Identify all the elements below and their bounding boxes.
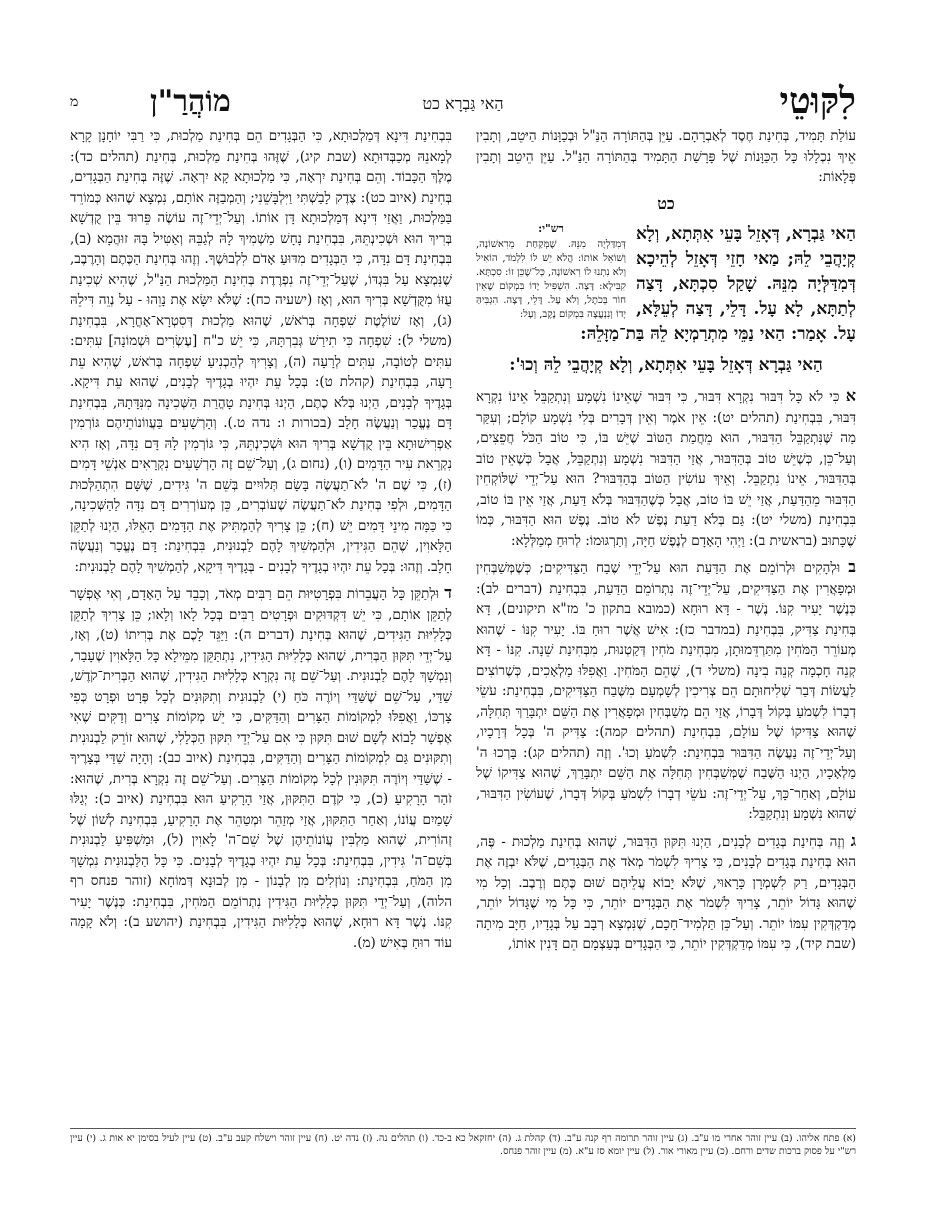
paragraph-1: בִּבְחִינַת דִּינָא דְּמַלְכוּתָא, כִּי הַבְּגָדִים הֵם בְּחִינַת מַלְכוּת, כִּי רַבִּי יוֹחָנָן קָרָא לְמָאנֵהּ מְכַבְּדוּתָא (שבת קיג), שֶׁזֶּהוּ בְּחִינַת מַלְכוּת, בְּחִינַת (תהלים כד): מֶלֶךְ הַכָּבוֹד. וְהֵם בְּחִינַת יִרְאָה, כִּי מַלְכוּתָא קָא יִרְאָה. שֶׁזֶּה בְּחִינַת הַבְּגָדִים, בְּחִינַת (איוב כט): צֶדֶק לָבַשְׁתִּי וַיִּלְבָּשֵׁנִי; וְהַמְבַזֶּה אוֹתָם, נִמְצָא שֶׁהוּא כְּמוֹרֵד בַּמַּלְכוּת, וַאֲזַי דִּינָא דְּמַלְכוּתָא דָּן אוֹתוֹ. וְעַל־יְדֵי־זֶה עוֹשֶׂה פֵּרוּד בֵּין קֻדְשָׁא בְּרִיךְ הוּא וּשְׁכִינְתֵּהּ, בִּבְחִינַת נָחָשׁ מַשְׁמִיךְ לָהּ לְגַבֵּהּ וְאַטִּיל בָּהּ זוּהֲמָא (ב), בִּבְחִינַת דָּם נִדָּה, כִּי הַבְּגָדִים מִדּוּעַ אָדֹם לִלְבוּשֶׁךָ. וְזֶהוּ בְּחִינַת הַכֶּתֶם וְהָרֶבֶב, שֶׁנִּמְצָא עַל בִּגְדּוֹ, שֶׁעַל־יְדֵי־זֶה נִפְרֶדֶת בְּחִינַת הַמַּלְכוּת הַנַּ"ל, שֶׁהִיא שְׁכִינַת עֻזּוֹ מִקֻּדְשָׁא בְּרִיךְ הוּא, וְאָז (ישעיה כח): שֶׁלֹּא יִשָּׂא אֶת נָוֵהוּ - עַל נְוֵה דִּילֵהּ (ג), וְאָז שׁוֹלֶטֶת שִׁפְחָה בְּרֹאשׁ, שֶׁהוּא מַלְכוּת דְּסִטְרָא־אָחֳרָא, בִּבְחִינַת (משלי ל): שִׁפְחָה כִּי תִירַשׁ גְּבִרְתָּהּ, כִּי יֵשׁ כ"ח [עֶשְׂרִים וּשְׁמוֹנָה] עִתִּים: עִתִּים לְטוֹבָה, עִתִּים לְרָעָה (ה), וְצָרִיךְ לְהַכְנִיעַ שִׁפְחָה בְּרֹאשׁ, שֶׁהִיא עֵת רָעָה, בִּבְחִינַת (קהלת ט): בְּכָל עֵת יִהְיוּ בְגָדֶיךָ לְבָנִים, שֶׁהוּא עֵת דִּיקָא. בְּגָדֶיךָ לְבָנִים, הַיְנוּ בְּלֹא כֶתֶם, הַיְנוּ בְּחִינַת טָהֳרַת הַשְּׁכִינָה מִנִּדָּתָהּ, בִּבְחִינַת דָּם נֶעֱכַר וְנַעֲשֶׂה חָלָב (בכורות ו: נדה ט.). וְהָרְשָׁעִים בַּעֲווֹנוֹתֵיהֶם גּוֹרְמִין אַפְרִישׁוּתָא בֵּין קֻדְשָׁא בְּרִיךְ הוּא וּשְׁכִינְתֵּהּ, כִּי גּוֹרְמִין לָהּ דָּם נִדָּה, וְאָז הִיא נִקְרֵאת עִיר הַדָּמִים (ו), (נחום ג), וְעַל־שֵׁם זֶה הָרְשָׁעִים נִקְרָאִים אַנְשֵׁי דָּמִים (ז), כִּי שֶׁם ה' לֹא־תַעֲשֶׂה בָּשָׂם תְּלוּיִים בְּשֵׁם ה' גִּידִים, שֶׁשָּׁם הִתְהַלְּכוּת הַדָּמִים, וּלְפִי בְּחִינַת לֹא־תַעֲשֶׂה שֶׁעוֹבְרִים, כֵּן מְעוֹרְרִים דָּם נִדָּה לַהַשְּׁכִינָה, כִּי כַּמָּה מִינֵי דָּמִים יֵשׁ (ח); כֵּן צָרִיךְ לְהַמְתִּיק אֶת הַדָּמִים הָאֵלּוּ, הַיְנוּ לְתַקֵּן הַלָּאוִין, שֶׁהֵם הַגִּידִין, וּלְהַמְשִׁיךְ לָהֶם לַבְנוּנִית, בִּבְחִינַת: דָּם נֶעֱכַר וְנַעֲשֶׂה חָלָב. וְזֶהוּ: בְּכָל עֵת יִהְיוּ בְגָדֶיךָ לְבָנִים - בְּגָדֶיךָ דִּיקָא, לְהַמְשִׁיךְ לָהֶם לַבְנוּנִית: — [70, 128, 452, 575]
rashi-text: דְּמִדַּלְיָה מִנֵּהּ. שֶׁמְּקַחַת מֵרִאשׁוֹנָה, וְשׁוֹאֵל אוֹתוֹ: הֲלֹא יֵשׁ לוֹ לִלְמֹד, הוֹאִיל וְלֹא נִתְנוּ לוֹ רִאשׁוֹנָה, כְּל־שֶׁכֵּן זוֹ: סִכְתָּא. קִבִּילָא: דָּצָה. הִשְׁפִּיל יָדוֹ בִּמְקוֹם שֶׁאֵין חוֹר בְּכֹתֶל, וְלֹא עָל. דָּלֵי, דָּצָה. הִגְבִּיהַּ יָדוֹ וְנִנְעֲצָה בִּמְקוֹם נֶקֶב, וְעָל: — [476, 239, 626, 320]
book-title: לִקּוּטֵי — [779, 80, 856, 122]
mishna-text: הַאי גַּבְרָא, דְּאָזֵל בָּעֵי אִתְּתָא, וְלָא קְיָהֲבֵי לֵהּ; מַאי חָזֵי דְּאָזֵל לְהֵיכָא דְּמִדַּלְּיָה מִנֵּהּ. שָׁקַל סִכְתָּא, דָּצַה לְתַתָּא, לָא עָל. דָּלֵי, דָּצַה לְעֵלָּא, עָל. אָמַר: הַאי נַמֵּי מִתְרַמְיָא לֵהּ בַּת־מַזָּלֵהּ: — [580, 224, 856, 344]
paragraph-g-text: וְזֶה בְּחִינַת בְּגָדִים לְבָנִים, הַיְנוּ תִּקּוּן הַדִּבּוּר, שֶׁהוּא בְּחִינַת מַלְכוּת - פֶּה, הוּא בְּחִינַת בְּגָדִים לְבָנִים, כִּי צָרִיךְ לִשְׁמֹר מְאֹד אֶת הַבְּגָדִים, שֶׁלֹּא יִבְזֶה אֶת הַבְּגָדִים, רַק לִשְׁמְרָן כָּרָאוּי, שֶׁלֹּא יָבוֹא עֲלֵיהֶם שׁוּם כֶּתֶם וְרֶבֶב. וְכָל מִי שֶׁהוּא גָּדוֹל יוֹתֵר, צָרִיךְ לִשְׁמֹר אֶת הַבְּגָדִים יוֹתֵר, כִּי כָּל מִי שֶׁגָּדוֹל יוֹתֵר, מְדַקְדְּקִין עִמּוֹ יוֹתֵר. וְעַל־כֵּן תַּלְמִיד־חָכָם, שֶׁנִּמְצָא רְבָב עַל בְּגָדָיו, חַיָּב מִיתָה (שבת קיד), כִּי עִמּוֹ מְדַקְדְּקִין יוֹתֵר, כִּי הַבְּגָדִים בְּעַצְמָם הֵם דָּנִין אוֹתוֹ, — [476, 833, 856, 952]
page-number: מ — [70, 94, 79, 110]
page-header — [70, 80, 856, 124]
left-column — [70, 126, 452, 1191]
paragraph-g-letter: ג — [850, 830, 856, 850]
paragraph-a — [476, 386, 856, 551]
paragraph-b — [476, 557, 856, 825]
paragraph-d-letter: ד — [444, 583, 452, 602]
paragraph-a-letter: א — [845, 386, 856, 405]
paragraph-b-text: וּלְהָקִים וּלְרוֹמֵם אֶת הַדַּעַת הוּא עַל־יְדֵי שֶׁבַח הַצַּדִּיקִים; כְּשֶׁמְּשַׁבְּחִין וּמְפָאֲרִין אֶת הַצַּדִּיקִים, עַל־יְדֵי־זֶה נִתְרוֹמֵם הַדַּעַת, בִּבְחִינַת (דברים לב): כְּנֶשֶׁר יָעִיר קִנּוֹ. נֶשֶׁר - דָּא רוּחָא (כמובא בתקון כ' מז"א תיקונים), דָּא בְּחִינַת צַדִּיק, בִּבְחִינַת (במדבר כז): אִישׁ אֲשֶׁר רוּחַ בּוֹ. יָעִיר קִנּוֹ - שֶׁהוּא מְעוֹרֵר הַמֹּחִין מִתַּרְדֵּמוּתָן, מִבְּחִינַת מֹחִין דְּקַטְנוּת, מִבְּחִינַת שֵׁנָה. קִנּוֹ - דָּא קְנֵה חָכְמָה קְנֵה בִינָה (משלי ד), שֶׁהֵם הַמֹּחִין. וַאֲפִלּוּ מַלְאָכִים, כְּשֶׁרוֹצִים לַעֲשׂוֹת דְּבַר שְׁלִיחוּתָם הֵם צְרִיכִין לְשָׁמְעָם מִשֶּׁבַח הַצַּדִּיקִים, בִּבְחִינַת: עֹשֵׂי דְבָרוֹ לִשְׁמֹעַ בְּקוֹל דְּבָרוֹ, אֲזַי הֵם מְשַׁבְּחִין וּמְפָאֲרִין אֶת הַשֵּׁם יִתְבָּרַךְ תְּחִלָּה, שֶׁהוּא צַדִּיקוֹ שֶׁל עוֹלָם, בִּבְחִינַת (תהלים קמה): צַדִּיק ה' בְּכָל דְּרָכָיו, וְעַל־יְדֵי־זֶה נַעֲשֶׂה הַדִּבּוּר בִּבְחִינַת: לִשְׁמֹעַ וְכוּ'. וְזֶה (תהלים קג): בָּרְכוּ ה' מַלְאָכָיו, הַיְנוּ הַשֶּׁבַח שֶׁמְּשַׁבְּחִין תְּחִלָּה אֶת הַשֵּׁם יִתְבָּרַךְ, שֶׁהוּא צַדִּיקוֹ שֶׁל עוֹלָם, וְאַחַר־כָּךְ, עַל־יְדֵי־זֶה: עֹשֵׂי דְבָרוֹ לִשְׁמֹעַ בְּקוֹל דְּבָרוֹ, שֶׁעוֹשִׂין הַדִּבּוּר, שֶׁהוּא נִשְׁמָע וְנִתְקַבֵּל: — [476, 560, 856, 822]
intro-paragraph: עוֹלַת תָּמִיד, בְּחִינַת חֶסֶד לְאַבְרָהָם. עַיֵּן בְּהַתּוֹרָה הַנַּ"ל וּבְכַוָּנוֹת הַיּטֵב, וְתָבִין אֵיךְ נִכְלָלוּ כָּל הַכַּוָּנוֹת שֶׁל פָּרָשַׁת הַתָּמִיד בְּהַתּוֹרָה הַנַּ"ל. עַיֵּן הֵיטֵב וְתָבִין פְּלָאוֹת: — [476, 128, 856, 185]
chapter-title: הַאי גַּבְרָא כט — [422, 94, 504, 113]
section-heading: כט — [657, 193, 675, 213]
mishna-block — [476, 222, 856, 347]
rashi-title: רש"י: — [538, 222, 564, 235]
paragraph-d — [70, 583, 452, 953]
paragraph-b-letter: ב — [848, 557, 856, 576]
mishna-repeat: הַאי גַּבְרָא דְּאָזֵל בָּעֵי אִתְּתָא, וְלָא קְיָהֲבֵי לֵהּ וְכוּ': — [509, 355, 823, 375]
rashi-commentary — [476, 222, 626, 322]
paragraph-d-text: וּלְתַקֵּן כָּל הָעֲבֵרוֹת בִּפְרָטִיּוּת הֵם רַבִּים מְאֹד, וְכָבֵד עַל הָאָדָם, וְאִי אֶפְשָׁר לְתַקֵּן אוֹתָם, כִּי יֵשׁ דִּקְדּוּקִים וּפְרָטִים רַבִּים בְּכָל לָאו וְלָאו; כֵּן צָרִיךְ לְתַקֵּן כְּלָלִיּוּת הַגִּידִים, שֶׁהוּא בְּחִינַת (דברים ה): וַיַּגֵּד לָכֶם אֶת בְּרִיתוֹ (ט), וְאָז, עַל־יְדֵי תִּקּוּן הַבְּרִית, שֶׁהוּא כְּלָלִיּוּת הַגִּידִין, נִתְתַּקֵּן מִמֵּילָא כָּל הַלָּאוִין שֶׁעָבַר, וְנִמְשָׁךְ לָהֶם לַבְנוּנִית. וְעַל־שֵׁם זֶה נִקְרָא כְּלָלִיּוּת הַגִּידִין, שֶׁהוּא הַבְּרִית־קֹדֶשׁ, שַׁדַּי, עַל־שֵׁם שֶׁשַּׁדַּי וְיוֹרֶה כֹּחַ (י) לַבְנוּנִית וְתִקּוּנִים לְכָל פְּרָט וּפְרָט כְּפִי צָרְכּוֹ, וַאֲפִלּוּ לִמְקוֹמוֹת הַצָּרִים וְהַדַּקִּים, כִּי יֵשׁ מְקוֹמוֹת צָרִים וְדַקִּים שֶׁאִי אֶפְשָׁר לָבוֹא לְשָׁם שׁוּם תִּקּוּן כִּי אִם עַל־יְדֵי תִּקּוּן הַכְּלָלִי, שֶׁהוּא זוֹרֵק לַבְנוּנִית וְתִקּוּנִים גַּם לִמְקוֹמוֹת הַצָּרִים וְהַדַּקִּים, בִּבְחִינַת (איוב כב): וְהָיָה שַׁדַּי בְּצָרֶיךָ - שֶׁשַּׁדַּי וְיוֹרֶה תִּקּוּנִין לְכָל מְקוֹמוֹת הַצָּרִים. וְעַל־שֵׁם זֶה נִקְרָא בְּרִית, שֶׁהוּא: זֹהַר הָרָקִיעַ (כ), כִּי קֹדֶם הַתִּקּוּן, אֲזַי הָרָקִיעַ הוּא בִּבְחִינַת (איוב כ): יְגַלּוּ שָׁמַיִם עֲוֹנוֹ, וְאַחַר הַתִּקּוּן, אֲזַי מְזַהֵר וּמְטַהֵר אֶת הָרָקִיעַ, בִּבְחִינַת לְשׁוֹן שֶׁל זְהוֹרִית, שֶׁהוּא מַלְבִּין עֲוֹנוֹתֵיהֶן שֶׁל שֵׁם־ה' לָאוִין (ל), וּמַשְׁפִּיעַ לַבְנוּנִית בְּשֵׁם־ה' גִּידִין, בִּבְחִינַת: בְּכָל עֵת יִהְיוּ בְגָדֶיךָ לְבָנִים. כִּי כָּל הַלַּבְנוּנִית נִמְשָׁךְ מִן הַמֹּחַ, בִּבְחִינַת: וְנוֹזְלִים מִן לְבָנוֹן - מִן לְבוּנָא דְּמוֹחָא (זוהר פנחס רף הלוה), וְעַל־יְדֵי תִּקּוּן כְּלָלִיּוּת הַגִּידִין נִתְרוֹמֵם הַמֹּחִין, בִּבְחִינַת: כְּנֶשֶׁר יָעִיר קִנּוֹ. נֶשֶׁר דָּא רוּחָא, שֶׁהוּא כְּלָלִיּוּת הַגִּידִין, בִּבְחִינַת (יהושע ב): וְלֹא קָמָה עוֹד רוּחַ בְּאִישׁ (מ). — [70, 586, 452, 951]
right-column — [476, 126, 856, 1191]
paragraph-g — [476, 831, 856, 955]
paragraph-a-text: כִּי לֹא כָּל דִּבּוּר נִקְרָא דִּבּוּר, כִּי דִּבּוּר שֶׁאֵינוֹ נִשְׁמָע וְנִתְקַבֵּל אֵינוֹ נִקְרָא דִּבּוּר, בִּבְחִינַת (תהלים יט): אֵין אֹמֶר וְאֵין דְּבָרִים בְּלִי נִשְׁמָע קוֹלָם; וְעִקַּר מַה שֶּׁנִּתְקַבֵּל הַדִּבּוּר, הוּא מֵחֲמַת הַטּוֹב שֶׁיֵּשׁ בּוֹ, כִּי טוֹב הַכֹּל חֲפֵצִים, וְעַל־כֵּן, כְּשֶׁיֵּשׁ טוֹב בְּהַדִּבּוּר, אֲזַי הַדִּבּוּר נִשְׁמָע וְנִתְקַבֵּל, אֲבָל כְּשֶׁאֵין טוֹב בְּהַדִּבּוּר, אֵינוֹ נִתְקַבֵּל. וְאֵיךְ עוֹשִׂין הַטּוֹב בְּהַדִּבּוּר? הוּא עַל־יְדֵי שֶׁלּוֹקְחִין הַדִּבּוּר מֵהַדַּעַת, אֲזַי יֵשׁ בּוֹ טוֹב, אֲבָל כְּשֶׁהַדִּבּוּר בְּלֹא דַּעַת, אֲזַי אֵין בּוֹ טוֹב, בִּבְחִינַת (משלי יט): גַּם בְּלֹא דַעַת נֶפֶשׁ לֹא טוֹב. נֶפֶשׁ הוּא הַדִּבּוּר, כְּמוֹ שֶׁכָּתוּב (בראשית ב): וַיְהִי הָאָדָם לְנֶפֶשׁ חַיָּה, וְתַרְגּוּמוֹ: לְרוּחַ מְמַלְּלָא: — [476, 389, 856, 549]
footnotes: (א) פתח אליהו. (ב) עיין זוהר אחרי מו ע"ב. (ג) עיין זוהר תרומה רף קנה ע"ב. (ד) קהלת ג. (ה) יחזקאל כא ב-כד. (ו) תהלים נה. (ז) נדה יט. (ח) עיין זוהר וישלח קעב ע"ב. (ט) עיין לעיל בסימן יא אות ג. (י) עיין רש"י על פסוק ברכות שדים ורחם. (כ) עיין מאורי אור. (ל) עיין יומא סז ע"א. (מ) עיין זוהר פנחס. — [70, 1128, 856, 1158]
author-title: מוֹהֲרַ"ן — [150, 84, 231, 119]
